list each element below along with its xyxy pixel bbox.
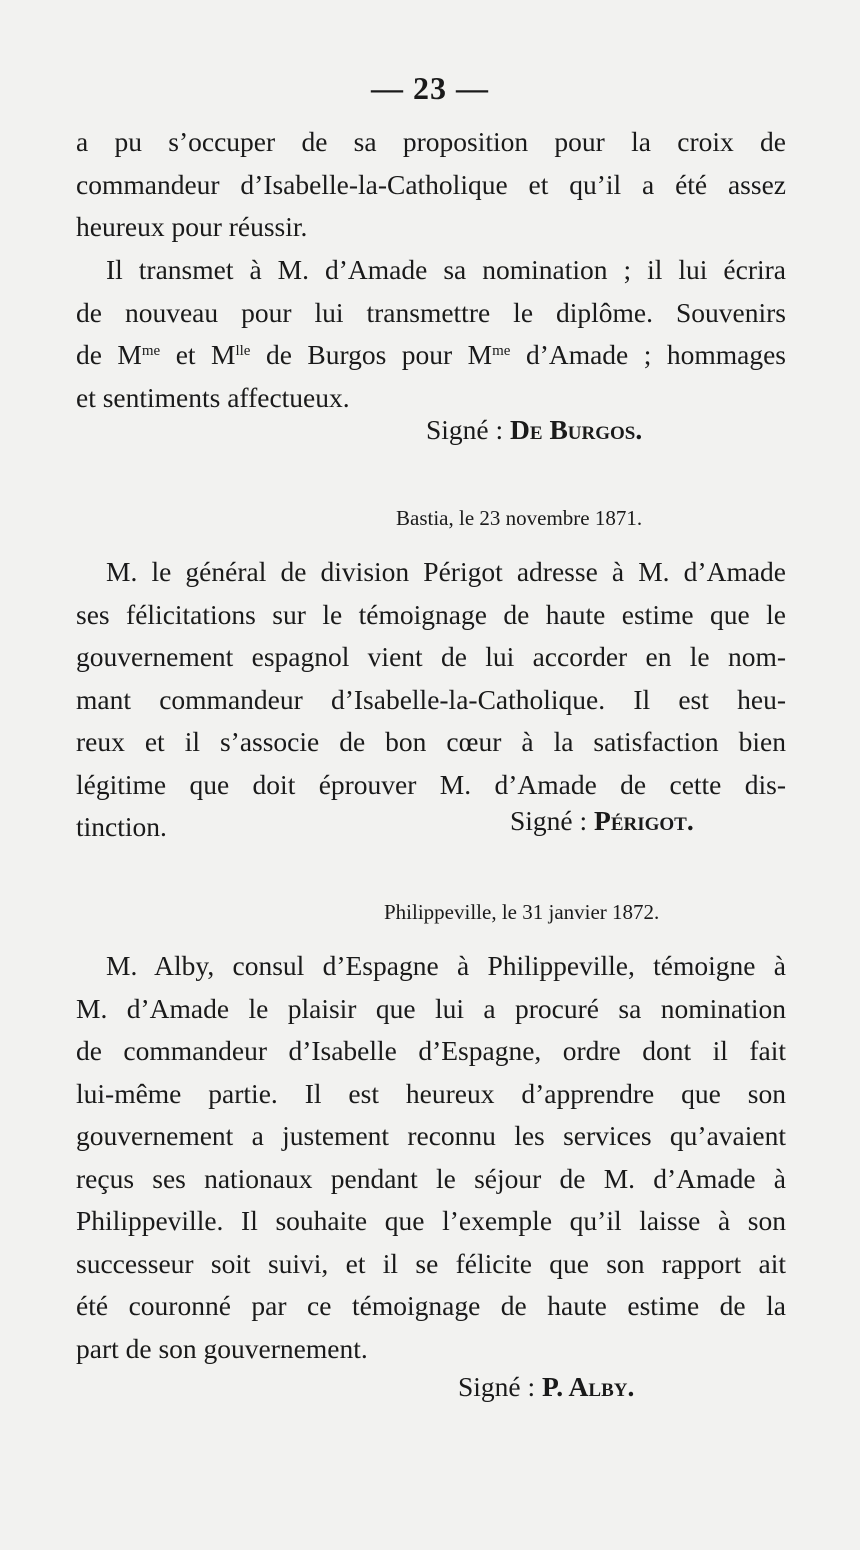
dateline-philippeville: Philippeville, le 31 janvier 1872. xyxy=(384,900,660,924)
text-line: Philippeville. Il souhaite que l’exemple qu’il laisse à son xyxy=(76,1205,786,1236)
signature-name: Périgot. xyxy=(594,805,694,836)
text-line: reçus ses nationaux pendant le séjour de M. d’Amade à xyxy=(76,1162,786,1194)
text-line: lui-même partie. Il est heureux d’apprendre que son xyxy=(76,1077,786,1109)
signature-name: P. Alby. xyxy=(542,1371,635,1402)
signature-prefix: Signé : xyxy=(510,805,595,836)
text-line: légitime que doit éprouver M. d’Amade de cette dis- xyxy=(76,768,786,800)
text-line: M. d’Amade le plaisir que lui a procuré sa nomination xyxy=(76,992,786,1024)
text-line-with-titles xyxy=(76,334,786,377)
text-line: M. Alby, consul d’Espagne à Philippeville, témoigne à xyxy=(106,950,786,981)
text-line: gouvernement a justement reconnu les services qu’avaient xyxy=(76,1120,786,1151)
paragraph-burgos xyxy=(76,249,786,419)
text-line: mant commandeur d’Isabelle-la-Catholique. Il est heu- xyxy=(76,683,786,715)
dateline-bastia: Bastia, le 23 novembre 1871. xyxy=(396,506,643,530)
text-line: successeur soit suivi, et il se félicite que son rapport ait xyxy=(76,1247,786,1279)
text-line: et sentiments affectueux. xyxy=(76,381,350,413)
text-line: tinction. xyxy=(76,811,167,842)
title-abbrev: me xyxy=(141,343,161,359)
signature-prefix: Signé : xyxy=(426,414,511,445)
paragraph-continuation xyxy=(76,121,786,249)
text-line: gouvernement espagnol vient de lui accorder en le nom- xyxy=(76,641,786,672)
signature-prefix: Signé : xyxy=(458,1371,543,1402)
text-line: Il transmet à M. d’Amade sa nomination ; il lui écrira xyxy=(106,254,786,285)
text-line: M. le général de division Périgot adresse à M. d’Amade xyxy=(106,556,786,587)
text-line: ses félicitations sur le témoignage de haute estime que le xyxy=(76,598,786,630)
page-number: — 23 — xyxy=(371,70,489,106)
text-fragment: de Burgos pour M xyxy=(250,339,493,370)
title-abbrev: me xyxy=(492,343,511,359)
text-line: part de son gouvernement. xyxy=(76,1332,368,1364)
text-line: commandeur d’Isabelle-la-Catholique et qu’il a été assez xyxy=(76,168,786,200)
paragraph-perigot xyxy=(76,551,786,849)
signature-name: De Burgos. xyxy=(510,414,643,445)
text-line: de commandeur d’Isabelle d’Espagne, ordre dont il fait xyxy=(76,1035,786,1066)
text-fragment: et M xyxy=(160,339,236,370)
text-fragment: d’Amade ; hommages xyxy=(510,339,786,370)
signature-alby xyxy=(458,1371,634,1403)
text-fragment: de M xyxy=(76,339,142,370)
text-line: a pu s’occuper de sa proposition pour la croix de xyxy=(76,126,786,157)
signature-burgos xyxy=(426,414,642,446)
signature-perigot xyxy=(510,805,694,837)
text-line: heureux pour réussir. xyxy=(76,211,308,242)
text-line: de nouveau pour lui transmettre le diplôme. Souvenirs xyxy=(76,296,786,328)
title-abbrev: lle xyxy=(235,343,251,359)
paragraph-alby xyxy=(76,945,786,1370)
text-line: reux et il s’associe de bon cœur à la satisfaction bien xyxy=(76,726,786,757)
text-line: été couronné par ce témoignage de haute estime de la xyxy=(76,1290,786,1321)
